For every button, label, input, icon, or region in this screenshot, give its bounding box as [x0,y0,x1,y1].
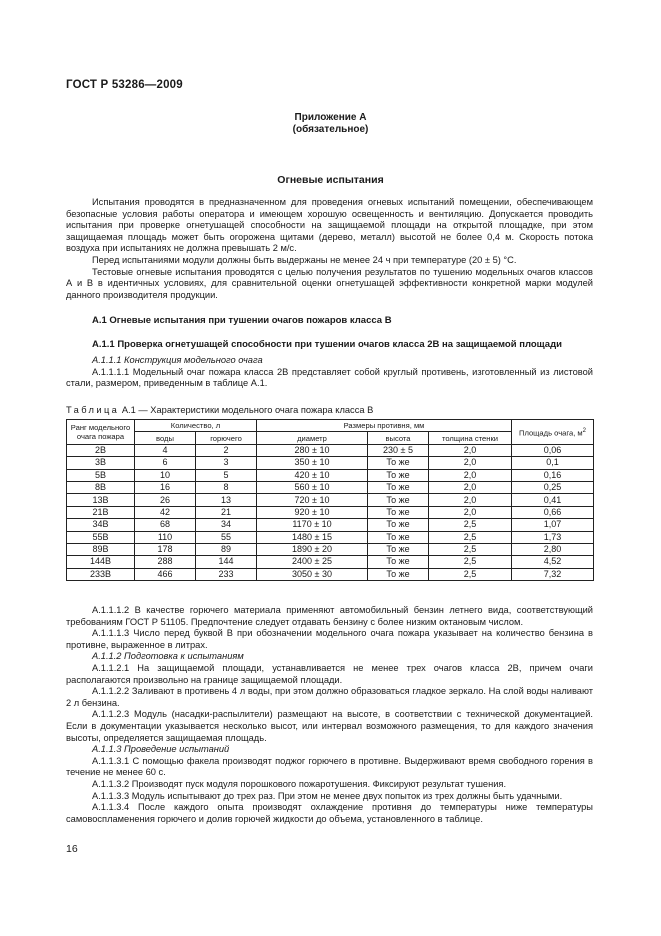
cell: 26 [135,494,196,506]
after-table-text [66,605,593,825]
cell: 6 [135,457,196,469]
cell: 2,5 [429,556,512,568]
cell: 144 [196,556,257,568]
a1-1-1-block [66,355,593,390]
col-header-diameter: диаметр [257,432,368,444]
cell: 68 [135,519,196,531]
col-header-height: высота [368,432,429,444]
cell: 1170 ± 10 [257,519,368,531]
col-header-dims: Размеры противня, мм [257,420,512,432]
table-row [67,481,594,493]
cell: 2 [196,444,257,456]
cell: 178 [135,543,196,555]
heading-a1-1: А.1.1 Проверка огнетушащей способности при тушении очагов класса 2В на защищаемой площади [92,339,562,350]
cell: 2,5 [429,519,512,531]
page-number: 16 [66,843,78,855]
cell: То же [368,481,429,493]
cell: 89В [67,543,135,555]
cell: 2400 ± 25 [257,556,368,568]
cell: 4,52 [512,556,594,568]
cell: 16 [135,481,196,493]
cell: То же [368,568,429,580]
cell: 720 ± 10 [257,494,368,506]
col-header-fuel: горючего [196,432,257,444]
cell: 1890 ± 20 [257,543,368,555]
paragraph: А.1.1.2.3 Модуль (насадки-распылители) размещают на высоте, в соответствии с технической документацией. Если в документации указывается несколько высот, или интервал возможного размещения, то для каждого значения высоты, определяется защищаемая площадь. [66,709,593,743]
area-label: Площадь очага, м [518,428,583,438]
heading-a1-1-1: А.1.1.1 Конструкция модельного очага [92,355,263,365]
col-header-water: воды [135,432,196,444]
table-caption [66,405,373,415]
appendix-title: Приложение А [294,112,367,123]
cell: 0,06 [512,444,594,456]
cell: То же [368,556,429,568]
cell: То же [368,457,429,469]
cell: 34 [196,519,257,531]
cell: То же [368,519,429,531]
cell: 5В [67,469,135,481]
standard-number: ГОСТ Р 53286—2009 [66,79,183,91]
col-header-area [512,420,594,445]
cell: 280 ± 10 [257,444,368,456]
cell: 0,16 [512,469,594,481]
cell: 0,66 [512,506,594,518]
cell: 288 [135,556,196,568]
cell: 144В [67,556,135,568]
cell: То же [368,469,429,481]
intro-paragraph: Перед испытаниями модули должны быть выдержаны не менее 24 ч при температуре (20 ± 5) °С. [92,254,517,265]
cell: То же [368,531,429,543]
cell: 230 ± 5 [368,444,429,456]
cell: 233 [196,568,257,580]
cell: 10 [135,469,196,481]
table-caption-text: А.1 — Характеристики модельного очага пожара класса В [121,405,374,415]
cell: 13В [67,494,135,506]
paragraph: А.1.1.3.1 С помощью факела производят поджог горючего в противне. Выдерживают время свободного горения в течение не менее 60 с. [66,755,593,778]
cell: 2,5 [429,568,512,580]
cell: 466 [135,568,196,580]
table-row [67,457,594,469]
cell: 2,0 [429,457,512,469]
intro-paragraph: Испытания проводятся в предназначенном для проведения огневых испытаний помещении, обеспечивающем безопасные условия работы оператора и имеющем хорошую освещенность и вентиляцию. Допускается проводить испытания при проверке огнетушащей способности на защищаемой площади на открытой площадке, при этом защищаемая площадь может быть огорожена щитами (дерево, металл) высотой не более 0,4 м. Скорость потока воздуха при испытаниях не должна превышать 2 м/с. [66,197,593,254]
paragraph: А.1.1.2.1 На защищаемой площади, устанавливается не менее трех очагов класса 2В, причем очаги располагаются произвольно на границе защищаемой площади. [66,662,593,685]
table-row [67,506,594,518]
cell: То же [368,494,429,506]
cell: 2,0 [429,506,512,518]
table-row [67,519,594,531]
paragraph-a1-1-1-1: А.1.1.1.1 Модельный очаг пожара класса 2В представляет собой круглый противень, изготовленный из листовой стали, размером, приведенным в таблице А.1. [66,366,593,389]
col-header-quantity: Количество, л [135,420,257,432]
table-caption-word: Таблица [66,405,120,415]
table-row [67,556,594,568]
table-row [67,494,594,506]
table-row [67,543,594,555]
intro-paragraph: Тестовые огневые испытания проводятся с целью получения результатов по тушению модельных очагов классов А и В в идентичных условиях, для сравнительной оценки огнетушащей эффективности конкретной марки модулей данного производителя продукции. [66,266,593,300]
cell: 2,0 [429,481,512,493]
cell: 560 ± 10 [257,481,368,493]
cell: 55 [196,531,257,543]
cell: 21 [196,506,257,518]
cell: 110 [135,531,196,543]
paragraph: А.1.1.2.2 Заливают в противень 4 л воды, при этом должно образоваться гладкое зеркало. На слой воды наливают 2 л бензина. [66,686,593,708]
cell: 0,41 [512,494,594,506]
cell: 13 [196,494,257,506]
intro-text [66,197,593,301]
cell: 7,32 [512,568,594,580]
appendix-status: (обязательное) [292,124,369,135]
cell: 1480 ± 15 [257,531,368,543]
cell: 2,5 [429,543,512,555]
cell: 233В [67,568,135,580]
table-a1 [66,419,594,581]
paragraph: А.1.1.1.2 В качестве горючего материала применяют автомобильный бензин летнего вида, соответствующий требованиям ГОСТ Р 51105. Предпочтение следует отдавать бензину с более низким октановым числом. [66,605,593,627]
cell: 1,73 [512,531,594,543]
table-row [67,444,594,456]
cell: 2,0 [429,494,512,506]
col-header-wall: толщина стенки [429,432,512,444]
paragraph: А.1.1.3.3 Модуль испытывают до трех раз. При этом не менее двух попыток из трех должны быть удачными. [92,790,563,801]
cell: 4 [135,444,196,456]
cell: 3В [67,457,135,469]
cell: 8В [67,481,135,493]
cell: 420 ± 10 [257,469,368,481]
cell: 2,80 [512,543,594,555]
col-header-rank: Ранг модельного очага пожара [67,420,135,445]
heading-a1-1-2: А.1.1.2 Подготовка к испытаниям [92,651,244,662]
cell: 920 ± 10 [257,506,368,518]
cell: 8 [196,481,257,493]
table-row [67,531,594,543]
cell: 21В [67,506,135,518]
cell: 2В [67,444,135,456]
table-row [67,568,594,580]
cell: 34В [67,519,135,531]
cell: 350 ± 10 [257,457,368,469]
cell: 2,0 [429,469,512,481]
table-row [67,469,594,481]
heading-a1-1-3: А.1.1.3 Проведение испытаний [92,744,230,755]
cell: То же [368,543,429,555]
cell: 0,1 [512,457,594,469]
cell: 2,5 [429,531,512,543]
cell: То же [368,506,429,518]
paragraph: А.1.1.3.4 После каждого опыта производят охлаждение противня до температуры ниже температуры самовоспламенения горючего и долив горючей жидкости до объема, установленного в таблице. [66,802,593,824]
section-title: Огневые испытания [277,174,384,186]
cell: 42 [135,506,196,518]
cell: 5 [196,469,257,481]
paragraph: А.1.1.1.3 Число перед буквой В при обозначении модельного очага пожара указывает на количество бензина в противне, выраженное в литрах. [66,628,593,650]
cell: 55В [67,531,135,543]
cell: 2,0 [429,444,512,456]
cell: 0,25 [512,481,594,493]
cell: 89 [196,543,257,555]
paragraph: А.1.1.3.2 Производят пуск модуля порошкового пожаротушения. Фиксируют результат тушения. [92,778,507,789]
cell: 3050 ± 30 [257,568,368,580]
heading-a1: А.1 Огневые испытания при тушении очагов пожаров класса В [92,315,392,326]
cell: 1,07 [512,519,594,531]
cell: 3 [196,457,257,469]
area-unit-sup: 2 [582,427,586,434]
